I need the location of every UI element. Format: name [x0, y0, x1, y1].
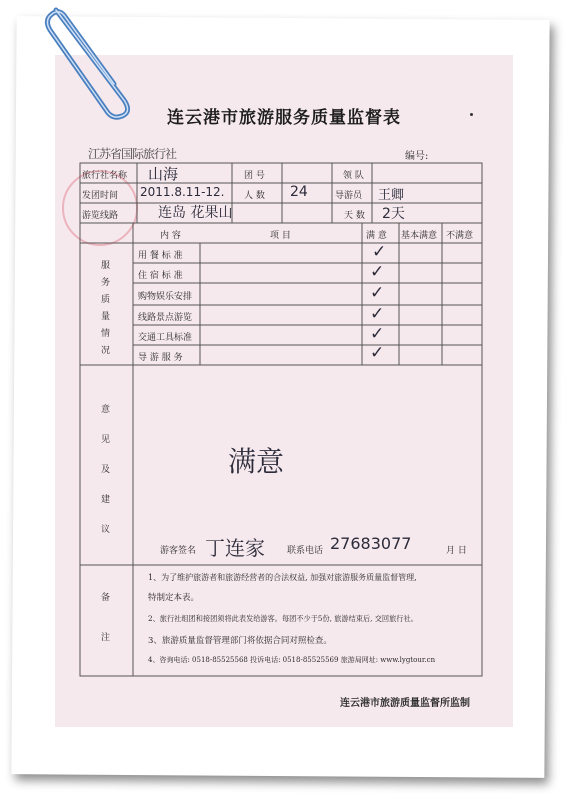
service-row-label: 用 餐 标 准 — [138, 251, 183, 261]
service-label-4: 量 — [101, 312, 111, 322]
service-label-1: 服 — [101, 261, 111, 271]
agency-handwritten: 江苏省国际旅行社 — [88, 147, 177, 161]
agency-label: 旅行社名称 — [82, 171, 128, 181]
group-label: 团 号 — [244, 171, 265, 181]
service-label-5: 情 — [101, 329, 111, 339]
note-line: 4、咨询电话: 0518-85525568 投诉电话: 0518-85525569 旅游局网址: www.lygtour.cn — [148, 656, 436, 664]
guide-label: 导游员 — [335, 191, 363, 201]
note-line: 1、为了维护旅游者和旅游经营者的合法权益, 加强对旅游服务质量监督管理, — [148, 573, 417, 582]
route-value: 连岛 花果山 — [158, 205, 233, 221]
opinion-label-3: 及 — [101, 465, 111, 475]
note-line: 特制定本表。 — [148, 593, 200, 603]
satisfied-check-icon: ✓ — [370, 304, 385, 324]
service-row-label: 导 游 服 务 — [138, 353, 183, 363]
satisfied-check-icon: ✓ — [372, 242, 387, 262]
guide-value: 王卿 — [378, 188, 405, 203]
footer-issuer: 连云港市旅游质量监督所监制 — [340, 698, 470, 709]
service-label-3: 质 — [101, 295, 111, 305]
satisfied-check-icon: ✓ — [370, 283, 385, 303]
form-title: 连云港市旅游服务质量监督表 — [167, 108, 401, 128]
route-label: 游览线路 — [82, 211, 119, 221]
header-content: 内 容 — [160, 231, 181, 241]
header-unsatisfied: 不满意 — [446, 231, 474, 241]
opinion-label-2: 见 — [101, 435, 111, 445]
agency-value: 山海 — [148, 165, 179, 183]
people-label: 人 数 — [244, 191, 265, 201]
days-label: 天 数 — [344, 211, 365, 221]
notes-label-2: 注 — [101, 633, 111, 643]
service-row-label: 购物娱乐安排 — [138, 292, 193, 302]
opinion-label-4: 建 — [101, 495, 111, 505]
header-basic: 基本满意 — [401, 231, 438, 241]
opinion-handwritten: 满意 — [228, 445, 285, 478]
phone-label: 联系电话 — [287, 546, 324, 556]
note-line: 2、旅行社组团和接团须将此表发给游客。每团不少于5份, 旅游结束后, 交回旅行社。 — [148, 614, 418, 623]
days-value: 2天 — [382, 206, 405, 222]
phone-value: 27683077 — [330, 534, 412, 553]
service-label-2: 务 — [101, 278, 111, 288]
opinion-label-5: 议 — [101, 525, 111, 535]
satisfied-check-icon: ✓ — [370, 343, 385, 363]
date-label: 月 日 — [446, 546, 467, 556]
people-value: 24 — [290, 184, 308, 200]
signature-label: 游客签名 — [160, 546, 197, 556]
service-row-label: 住 宿 标 准 — [138, 271, 183, 281]
satisfied-check-icon: ✓ — [370, 262, 385, 282]
leader-label: 领 队 — [343, 171, 364, 181]
service-row-label: 交通工具标准 — [138, 333, 193, 343]
signature-value: 丁连家 — [205, 536, 265, 560]
depart-label: 发团时间 — [82, 191, 119, 201]
note-line: 3、旅游质量监督管理部门将依据合同对照检查。 — [148, 636, 332, 646]
depart-value: 2011.8.11-12. — [140, 185, 225, 199]
satisfied-check-icon: ✓ — [370, 324, 385, 344]
serial-label: 编号: — [405, 151, 429, 162]
opinion-label-1: 意 — [101, 405, 111, 415]
service-label-6: 况 — [101, 346, 111, 356]
header-satisfied: 满 意 — [366, 231, 387, 241]
service-row-label: 线路景点游览 — [138, 313, 193, 323]
header-items: 项 目 — [270, 231, 291, 241]
notes-label-1: 备 — [101, 593, 111, 603]
